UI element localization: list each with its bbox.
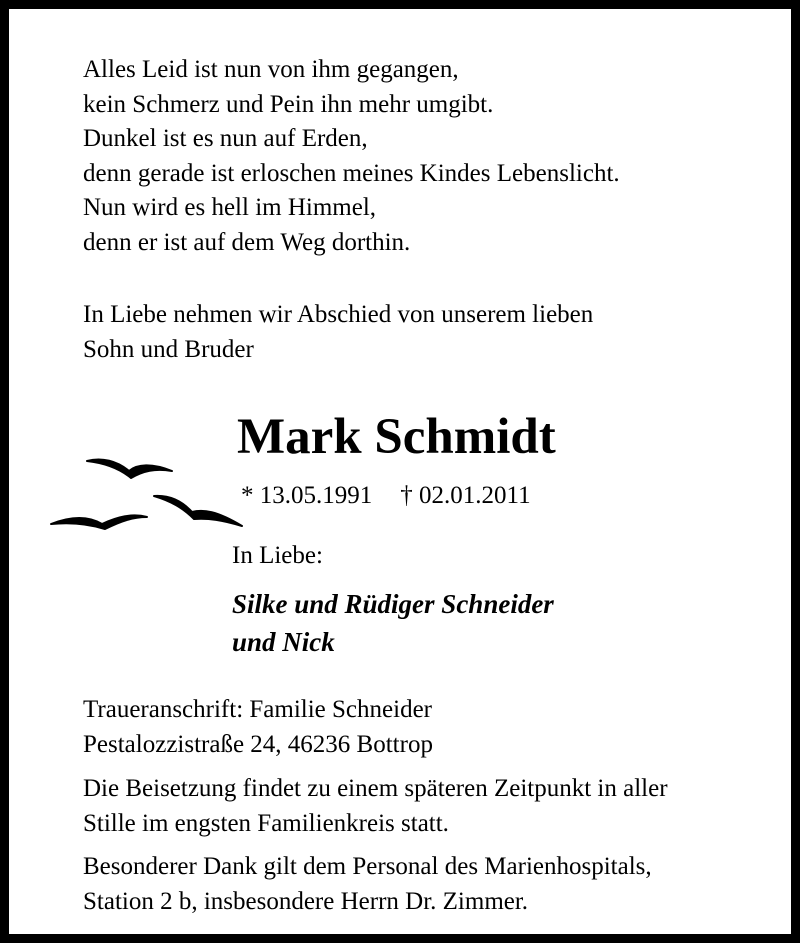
thanks-line: Besonderer Dank gilt dem Personal des Marienhospitals, [83, 853, 652, 880]
death-date: † 02.01.2011 [400, 482, 531, 509]
poem-line: denn gerade ist erloschen meines Kindes Lebenslicht. [83, 159, 620, 187]
address-line: Traueranschrift: Familie Schneider [83, 696, 432, 723]
burial-notice [83, 772, 668, 841]
intro-line: Sohn und Bruder [83, 335, 254, 363]
poem [83, 53, 620, 260]
farewell-intro [83, 298, 593, 367]
poem-line: Alles Leid ist nun von ihm gegangen, [83, 56, 459, 83]
poem-line: Dunkel ist es nun auf Erden, [83, 125, 368, 152]
address-line: Pestalozzistraße 24, 46236 Bottrop [83, 730, 433, 758]
deceased-name: Mark Schmidt [237, 409, 556, 465]
burial-line: Die Beisetzung findet zu einem späteren Zeitpunkt in aller [83, 775, 668, 802]
birth-date: * 13.05.1991 [241, 482, 373, 509]
thanks-line: Station 2 b, insbesondere Herrn Dr. Zimmer. [83, 887, 529, 915]
life-dates [241, 479, 531, 513]
mourners-names [232, 585, 554, 661]
flying-birds-icon [47, 449, 247, 539]
intro-line: In Liebe nehmen wir Abschied von unserem lieben [83, 301, 594, 328]
poem-line: Nun wird es hell im Himmel, [83, 194, 377, 221]
mourner-line: und Nick [232, 627, 335, 657]
thanks-note [83, 850, 652, 919]
poem-line: kein Schmerz und Pein ihn mehr umgibt. [83, 90, 494, 118]
condolence-address [83, 693, 433, 762]
mourners-label: In Liebe: [232, 542, 323, 569]
mourner-line: Silke und Rüdiger Schneider [232, 589, 554, 619]
burial-line: Stille im engsten Familienkreis statt. [83, 809, 449, 837]
poem-line: denn er ist auf dem Weg dorthin. [83, 228, 411, 256]
